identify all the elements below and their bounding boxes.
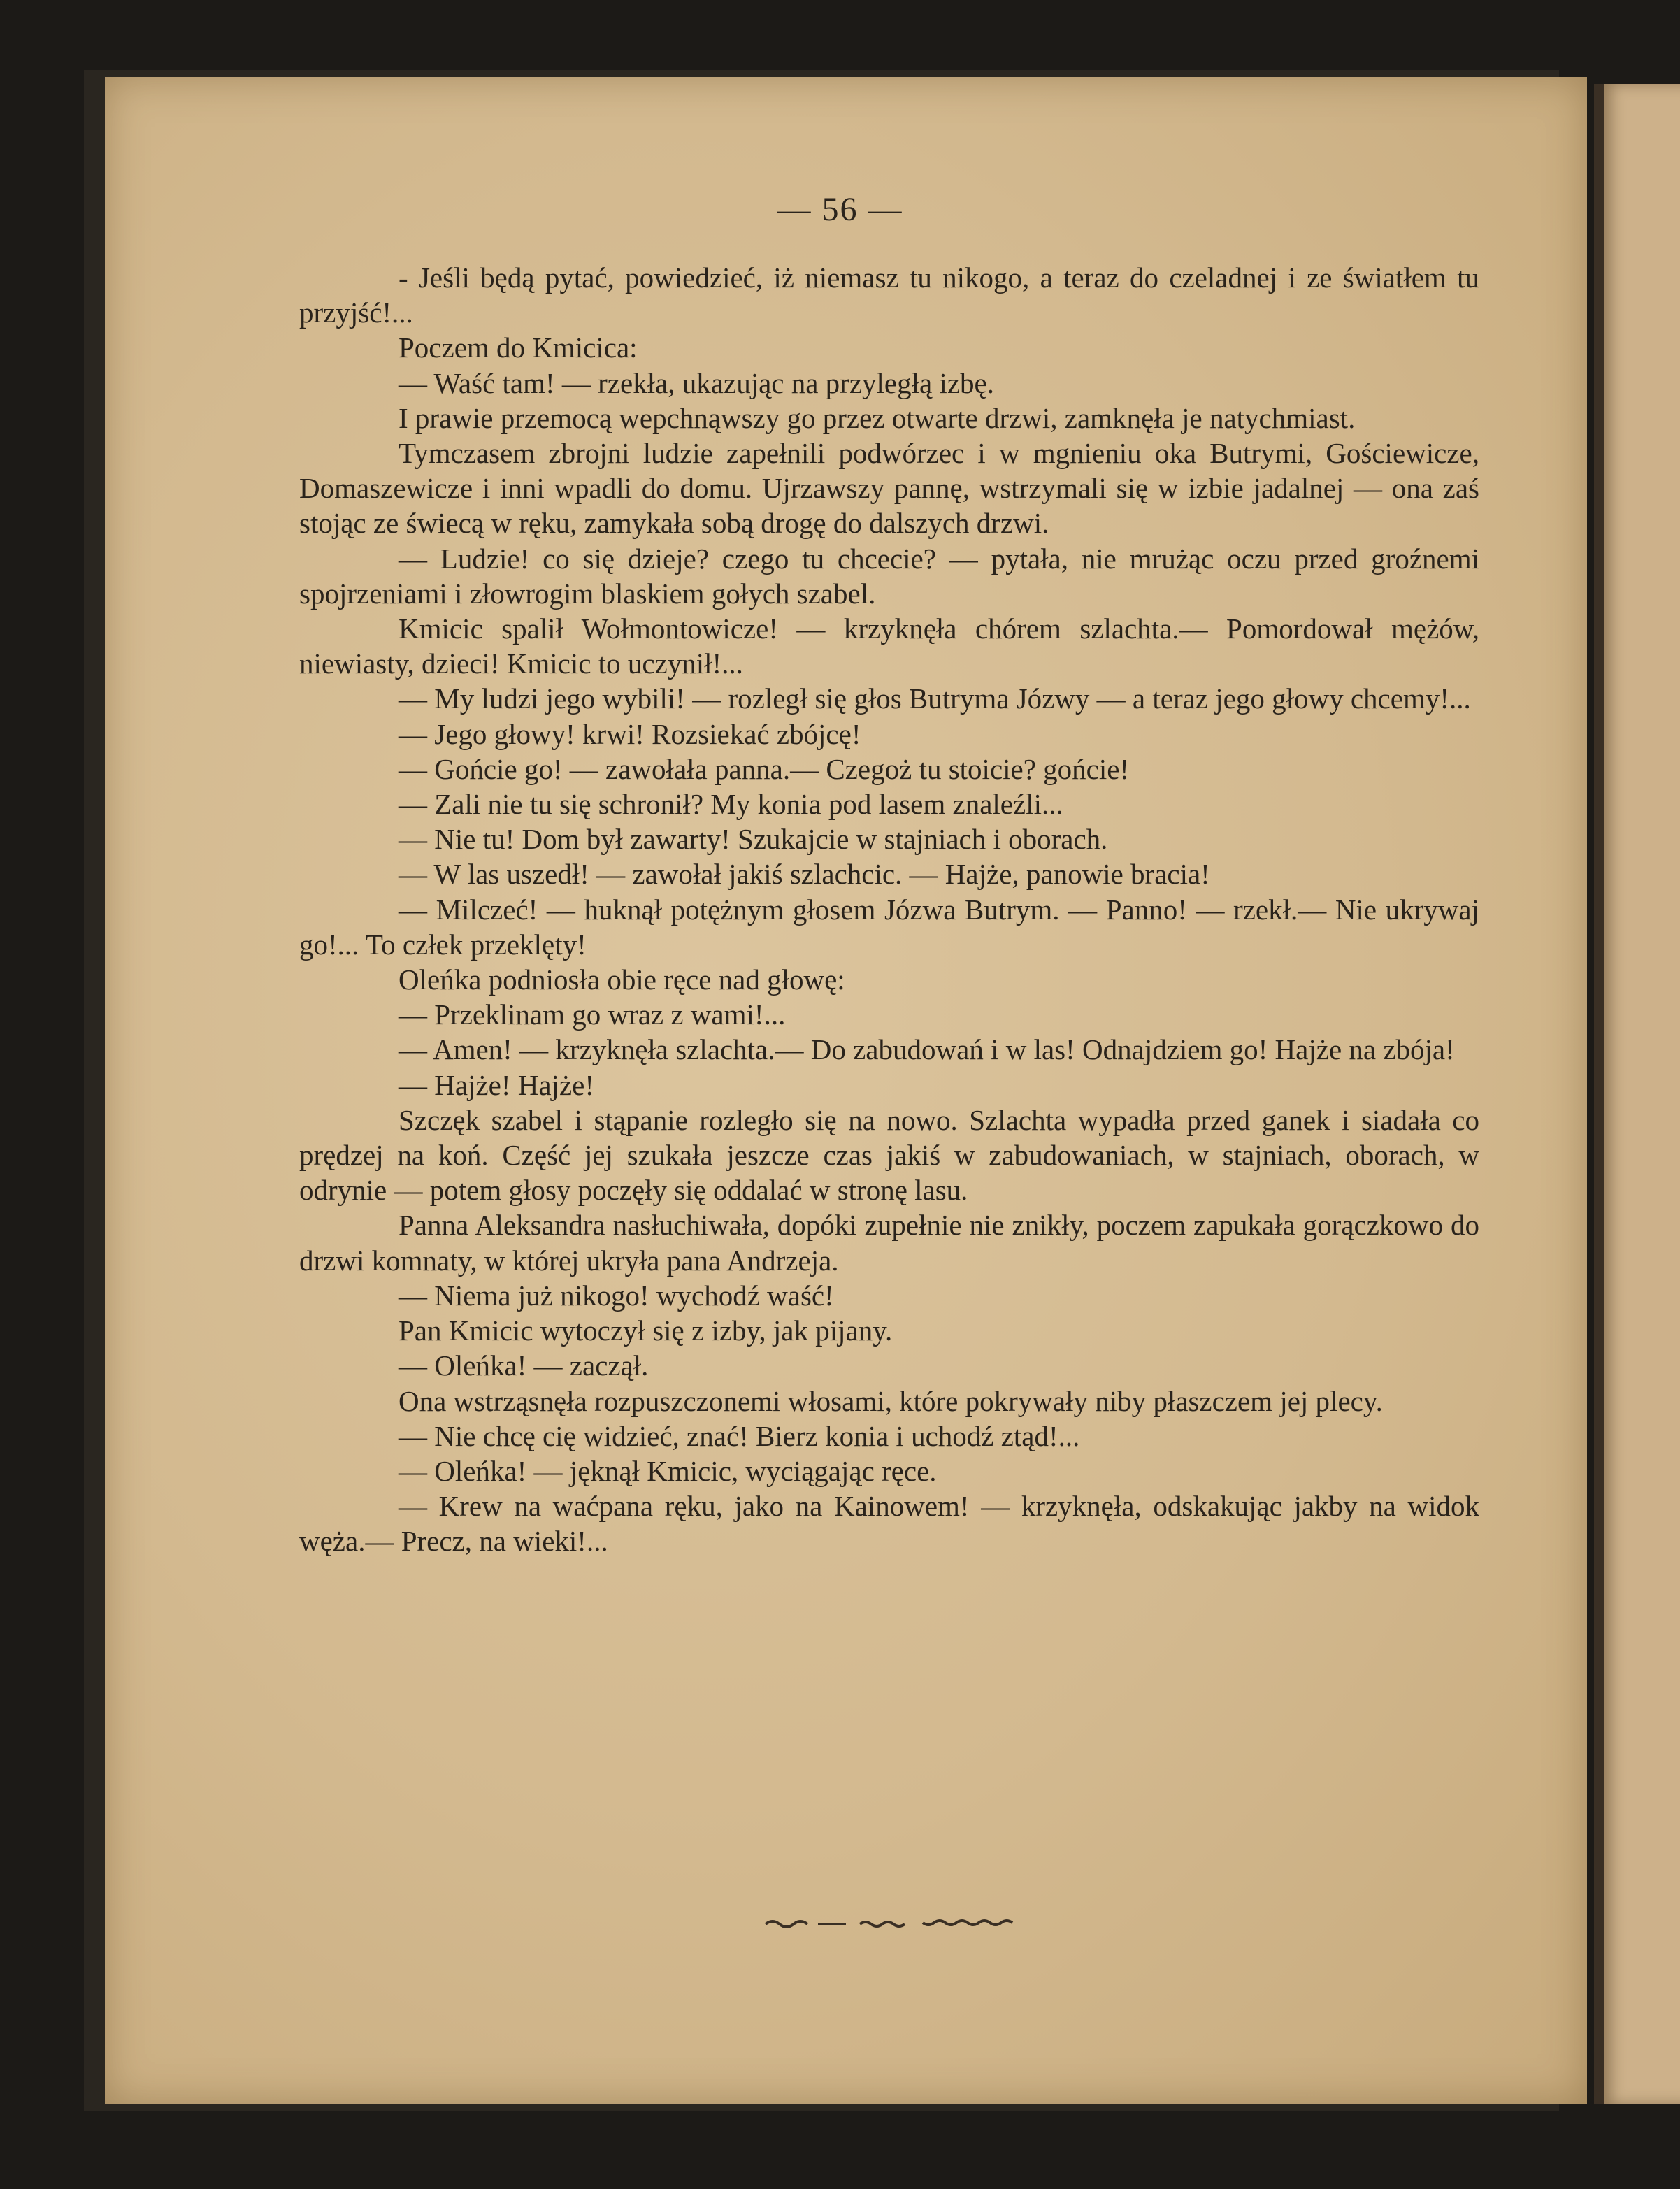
page-text [299, 260, 1479, 1559]
paragraph: — Gońcie go! — zawołała panna.— Czegoż tu stoicie? gońcie! [399, 752, 1130, 785]
paragraph: — Ludzie! co się dzieje? czego tu chcecie? — pytała, nie mrużąc oczu przed groźnemi spojrzeniami i złowrogim blaskiem gołych szabel. [299, 542, 1479, 610]
paragraph: — Amen! — krzyknęła szlachta.— Do zabudowań i w las! Odnajdziem go! Hajże na zbója! [399, 1033, 1455, 1066]
paragraph: I prawie przemocą wepchnąwszy go przez otwarte drzwi, zamknęła je natychmiast. [399, 401, 1356, 434]
ornament-divider [762, 1916, 1035, 1930]
paragraph: — Przeklinam go wraz z wami!... [399, 998, 786, 1031]
paragraph: Panna Aleksandra nasłuchiwała, dopóki zupełnie nie znikły, poczem zapukała gorączkowo do drzwi komnaty, w której ukryła pana Andrzeja. [299, 1209, 1479, 1277]
paragraph: Ona wstrząsnęła rozpuszczonemi włosami, które pokrywały niby płaszczem jej plecy. [399, 1384, 1383, 1417]
paragraph: Poczem do Kmicica: [399, 331, 638, 364]
paragraph: Oleńka podniosła obie ręce nad głowę: [399, 963, 845, 996]
paragraph: — Niema już nikogo! wychodź waść! [399, 1279, 834, 1312]
paragraph: — W las uszedł! — zawołał jakiś szlachcic. — Hajże, panowie bracia! [399, 858, 1210, 891]
paragraph: — Milczeć! — huknął potężnym głosem Józwa Butrym. — Panno! — rzekł.— Nie ukrywaj go!... To człek przeklęty! [299, 893, 1479, 961]
paragraph: — Waść tam! — rzekła, ukazując na przyległą izbę. [399, 366, 994, 399]
paragraph: — Krew na waćpana ręku, jako na Kainowem! — krzyknęła, odskakując jakby na widok węża.— Precz, na wieki!... [299, 1490, 1479, 1558]
paragraph: — Nie tu! Dom był zawarty! Szukajcie w stajniach i oborach. [399, 823, 1108, 856]
paragraph: — Oleńka! — jęknął Kmicic, wyciągając ręce. [399, 1454, 937, 1487]
paragraph: Kmicic spalił Wołmontowicze! — krzyknęła chórem szlachta.— Pomordował mężów, niewiasty, dzieci! Kmicic to uczynił!... [299, 612, 1479, 680]
paragraph: — Jego głowy! krwi! Rozsiekać zbójcę! [399, 717, 861, 750]
paragraph: — Zali nie tu się schronił? My konia pod lasem znaleźli... [399, 788, 1063, 821]
paragraph: Tymczasem zbrojni ludzie zapełnili podwórzec i w mgnieniu oka Butrymi, Gościewicze, Domaszewicze i inni wpadli do domu. Ujrzawszy pannę, wstrzymali się w izbie jadalnej — ona zaś stojąc ze świecą w ręku, zamykała sobą drogę do dalszych drzwi. [299, 437, 1479, 540]
paragraph: Szczęk szabel i stąpanie rozległo się na nowo. Szlachta wypadła przed ganek i siadała co prędzej na koń. Część jej szukała jeszcze czas jakiś w zabudowaniach, w stajniach, oborach, w odrynie — potem głosy poczęły się oddalać w stronę lasu. [299, 1103, 1479, 1207]
paragraph: — My ludzi jego wybili! — rozległ się głos Butryma Józwy — a teraz jego głowy chcemy!... [399, 682, 1471, 715]
paragraph: Pan Kmicic wytoczył się z izby, jak pijany. [399, 1314, 893, 1347]
facing-page-edge [1594, 84, 1680, 2104]
paragraph: — Hajże! Hajże! [399, 1068, 594, 1101]
paragraph: - Jeśli będą pytać, powiedzieć, iż niemasz tu nikogo, a teraz do czeladnej i ze światłem tu przyjść!... [299, 261, 1479, 329]
paragraph: — Oleńka! — zaczął. [399, 1349, 649, 1382]
paragraph: — Nie chcę cię widzieć, znać! Bierz konia i uchodź ztąd!... [399, 1419, 1080, 1452]
page-number: — 56 — [777, 191, 903, 228]
